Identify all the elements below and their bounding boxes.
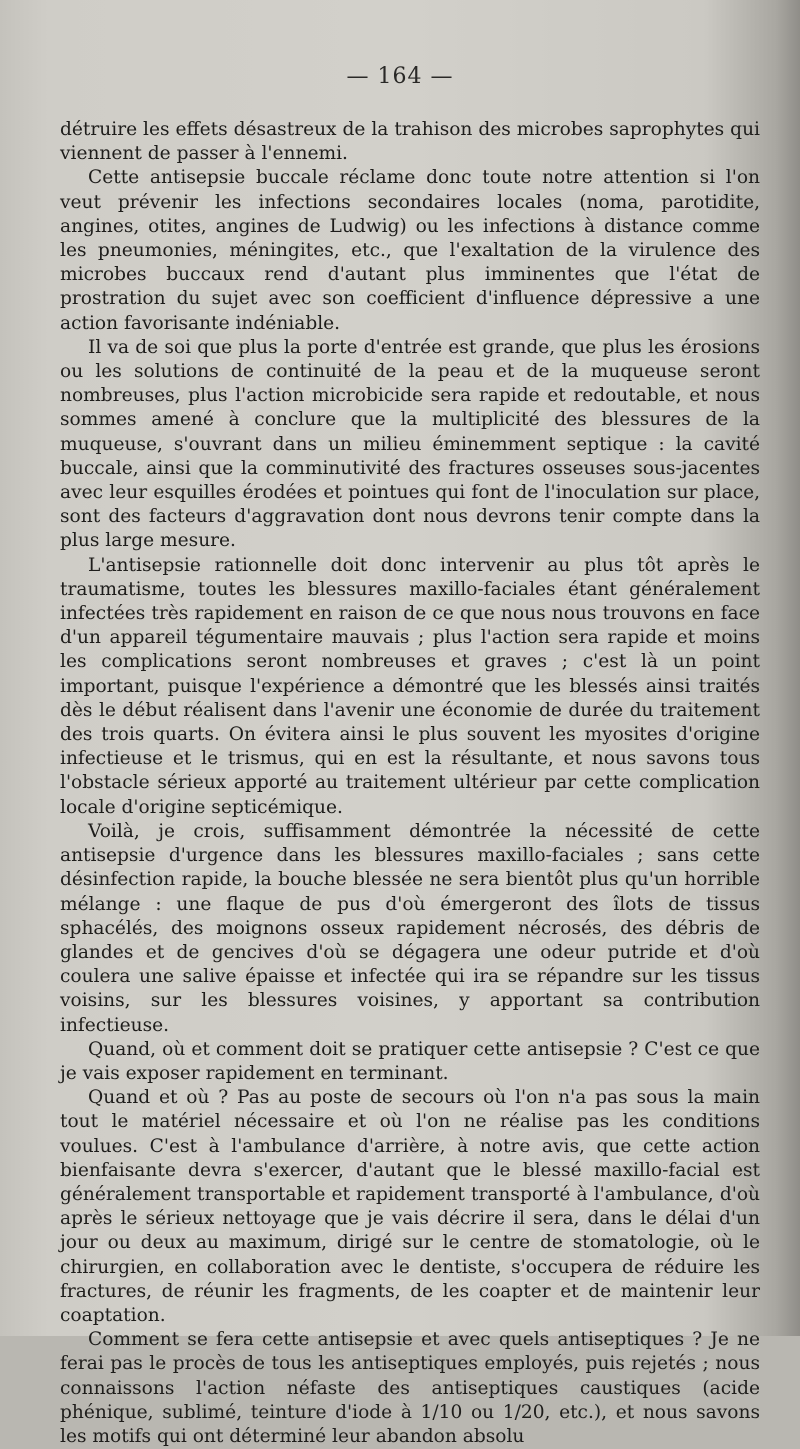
paragraph-6: Quand, où et comment doit se pratiquer cette antisepsie ? C'est ce que je vais exposer rapidement en terminant. — [60, 1038, 760, 1084]
paragraph-5: Voilà, je crois, suffisamment démontrée la nécessité de cette antisepsie d'urgence dans les blessures maxillo-faciales ; sans cette désinfection rapide, la bouche blessée ne sera bientôt plus qu'un horrible mélange : une flaque de pus d'où émergeront des îlots de tissus sphacélés, des moignons osseux rapidement nécrosés, des débris de glandes et de gencives d'où se dégagera une odeur putride et d'où coulera une salive épaisse et infectée qui ira se répandre sur les tissus voisins, sur les blessures voisines, y apportant sa contribution infectieuse. — [60, 820, 760, 1036]
page-body — [60, 118, 760, 1449]
paragraph-2: Cette antisepsie buccale réclame donc toute notre attention si l'on veut prévenir les infections secondaires locales (noma, parotidite, angines, otites, angines de Ludwig) ou les infections à distance comme les pneumonies, méningites, etc., que l'exaltation de la virulence des microbes buccaux rend d'autant plus imminentes que l'état de prostration du sujet avec son coefficient d'influence dépressive a une action favorisante indéniable. — [60, 167, 760, 334]
paragraph-7: Quand et où ? Pas au poste de secours où l'on n'a pas sous la main tout le matériel nécessaire et où l'on ne réalise pas les conditions voulues. C'est à l'ambulance d'arrière, à notre avis, que cette action bienfaisante devra s'exercer, d'autant que le blessé maxillo-facial est généralement transportable et rapidement transporté à l'ambulance, d'où après le sérieux nettoyage que je vais décrire il sera, dans le délai d'un jour ou deux au maximum, dirigé sur le centre de stomatologie, où le chirurgien, en collaboration avec le dentiste, s'occupera de réduire les fractures, de réunir les fragments, de les coapter et de maintenir leur coaptation. — [60, 1087, 760, 1326]
paragraph-1: détruire les effets désastreux de la trahison des microbes saprophytes qui viennent de passer à l'ennemi. — [60, 119, 760, 165]
paragraph-8: Comment se fera cette antisepsie et avec quels antiseptiques ? Je ne ferai pas le procès de tous les antiseptiques employés, puis rejetés ; nous connaissons l'action néfaste des antiseptiques caustiques (acide phénique, sublimé, teinture d'iode à 1/10 ou 1/20, etc.), et nous savons les motifs qui ont déterminé leur abandon absolu — [60, 1329, 760, 1447]
paragraph-3: Il va de soi que plus la porte d'entrée est grande, que plus les érosions ou les solutions de continuité de la peau et de la muqueuse seront nombreuses, plus l'action microbicide sera rapide et redoutable, et nous sommes amené à conclure que la multiplicité des blessures de la muqueuse, s'ouvrant dans un milieu éminemment septique : la cavité buccale, ainsi que la comminutivité des fractures osseuses sous-jacentes avec leur esquilles érodées et pointues qui font de l'inoculation sur place, sont des facteurs d'aggravation dont nous devrons tenir compte dans la plus large mesure. — [60, 336, 760, 552]
page-number: — 164 — — [346, 64, 454, 89]
paragraph-4: L'antisepsie rationnelle doit donc intervenir au plus tôt après le traumatisme, toutes les blessures maxillo-faciales étant généralement infectées très rapidement en raison de ce que nous nous trouvons en face d'un appareil tégumentaire mauvais ; plus l'action sera rapide et moins les complications seront nombreuses et graves ; c'est là un point important, puisque l'expérience a démontré que les blessés ainsi traités dès le début réalisent dans l'avenir une économie de durée du traitement des trois quarts. On évitera ainsi le plus souvent les myosites d'origine infectieuse et le trismus, qui en est la résultante, et nous savons tous l'obstacle sérieux apporté au traitement ultérieur par cette complication locale d'origine septicémique. — [60, 554, 760, 818]
